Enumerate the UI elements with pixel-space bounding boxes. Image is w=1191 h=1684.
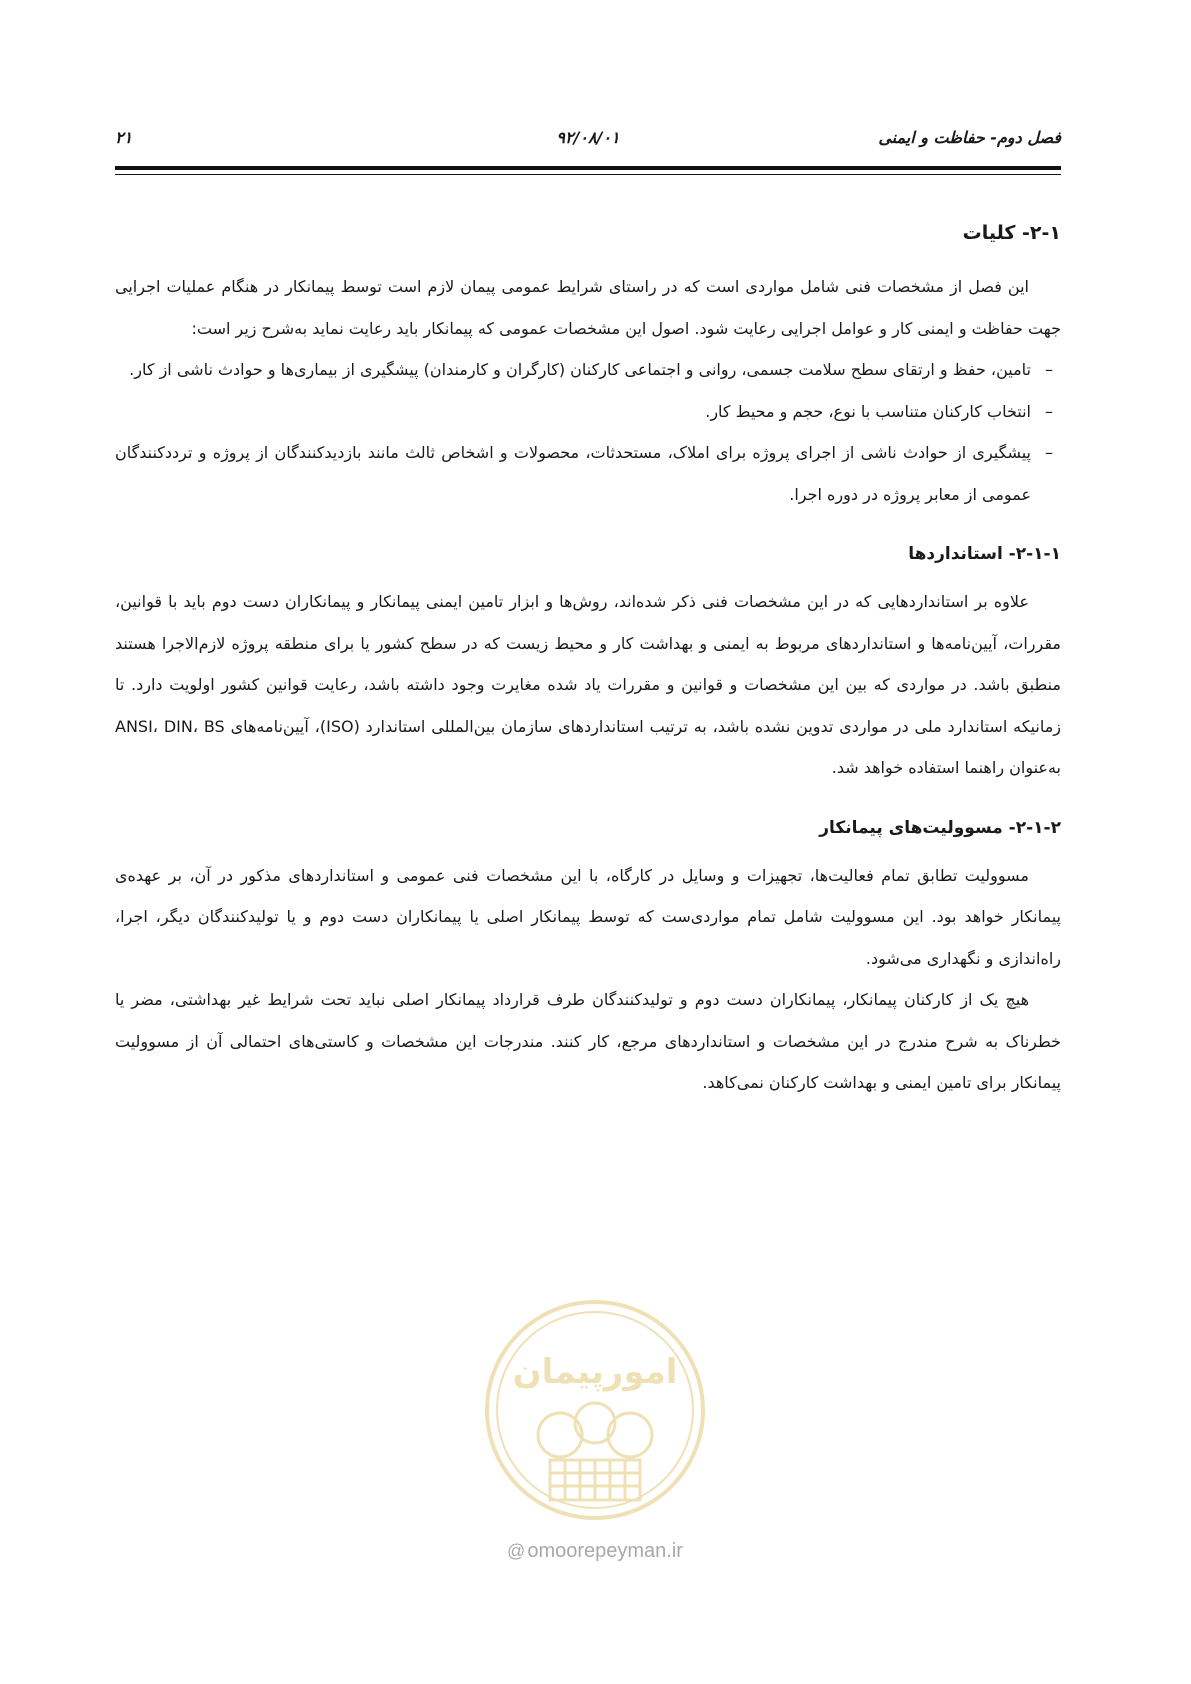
list-item: – انتخاب کارکنان متناسب با نوع، حجم و محیط کار.	[115, 391, 1061, 433]
page-body	[115, 218, 1061, 1104]
list-item: – تامین، حفظ و ارتقای سطح سلامت جسمی، روانی و اجتماعی کارکنان (کارگران و کارمندان) پیشگیری از بیماری‌ها و حوادث ناشی از کار.	[115, 349, 1061, 391]
principles-list	[115, 349, 1061, 515]
list-item: – پیشگیری از حوادث ناشی از اجرای پروژه برای املاک، مستحدثات، محصولات و اشخاص ثالث مانند بازدیدکنندگان از پروژه و ترددکنندگان عمومی از معابر پروژه در دوره اجرا.	[115, 432, 1061, 515]
section-heading-generalities: ۲-۱- کلیات	[962, 222, 1061, 244]
responsibilities-paragraph-2: هیچ یک از کارکنان پیمانکار، پیمانکاران دست دوم و تولیدکنندگان طرف قرارداد پیمانکار اصلی نباید تحت شرایط غیر بهداشتی، مضر یا خطرناک به شرح مندرج در این مشخصات و استانداردهای مرجع، کار کنند. مندرجات این مشخصات و کاستی‌های احتمالی آن از مسوولیت پیمانکار برای تامین ایمنی و بهداشت کارکنان نمی‌کاهد.	[115, 990, 1061, 1092]
watermark-logo-text: امورپیمان	[512, 1352, 678, 1392]
chapter-title: فصل دوم- حفاظت و ایمنی	[878, 128, 1061, 147]
header-date: ۹۲/۰۸/۰۱	[556, 128, 620, 147]
header-rule-thick	[115, 166, 1061, 170]
watermark-site-text: omoorepeyman.ir	[527, 1540, 683, 1562]
section-heading-standards: ۲-۱-۱- استانداردها	[908, 544, 1061, 564]
header-rule-thin	[115, 174, 1061, 175]
responsibilities-paragraph-1: مسوولیت تطابق تمام فعالیت‌ها، تجهیزات و وسایل در کارگاه، با این مشخصات فنی عمومی و استانداردهای مذکور در آن، بر عهده‌ی پیمانکار خواهد بود. این مسوولیت شامل تمام مواردی‌ست که توسط پیمانکار اصلی یا پیمانکاران دست دوم و یا تولیدکنندگان دیگر، اجرا، راه‌اندازی و نگهداری می‌شود.	[115, 865, 1061, 968]
standards-paragraph: علاوه بر استانداردهایی که در این مشخصات فنی ذکر شده‌اند، روش‌ها و ابزار تامین ایمنی پیمانکار و پیمانکاران دست دوم باید با قوانین، مقررات، آیین‌نامه‌ها و استانداردهای مربوط به ایمنی و بهداشت کار و محیط زیست که در سطح کشور یا برای منطقه پروژه لازم‌الاجرا هستند منطبق باشد. در مواردی که بین این مشخصات و قوانین و مقررات یاد شده مغایرت وجود داشته باشد، رعایت قوانین کشور اولویت دارد. تا زمانیکه استاندارد ملی در مواردی تدوین نشده باشد، به ترتیب استانداردهای سازمان بین‌المللی استاندارد (ISO)، آیین‌نامه‌های ANSI، DIN، BS به‌عنوان راهنما استفاده خواهد شد.	[115, 592, 1062, 777]
at-sign-icon: @	[507, 1541, 526, 1561]
page-number: ۲۱	[115, 128, 133, 147]
section-heading-contractor-responsibilities: ۲-۱-۲- مسوولیت‌های پیمانکار	[819, 817, 1061, 838]
watermark-seal-icon	[480, 1295, 710, 1525]
watermark-site	[480, 1540, 710, 1563]
page-header	[115, 128, 1061, 158]
section-intro-paragraph: این فصل از مشخصات فنی شامل مواردی است که در راستای شرایط عمومی پیمان لازم است توسط پیمانکار در هنگام عملیات اجرایی جهت حفاظت و ایمنی کار و عوامل اجرایی رعایت شود. اصول این مشخصات عمومی که پیمانکار باید رعایت نماید به‌شرح زیر است:	[115, 277, 1061, 338]
